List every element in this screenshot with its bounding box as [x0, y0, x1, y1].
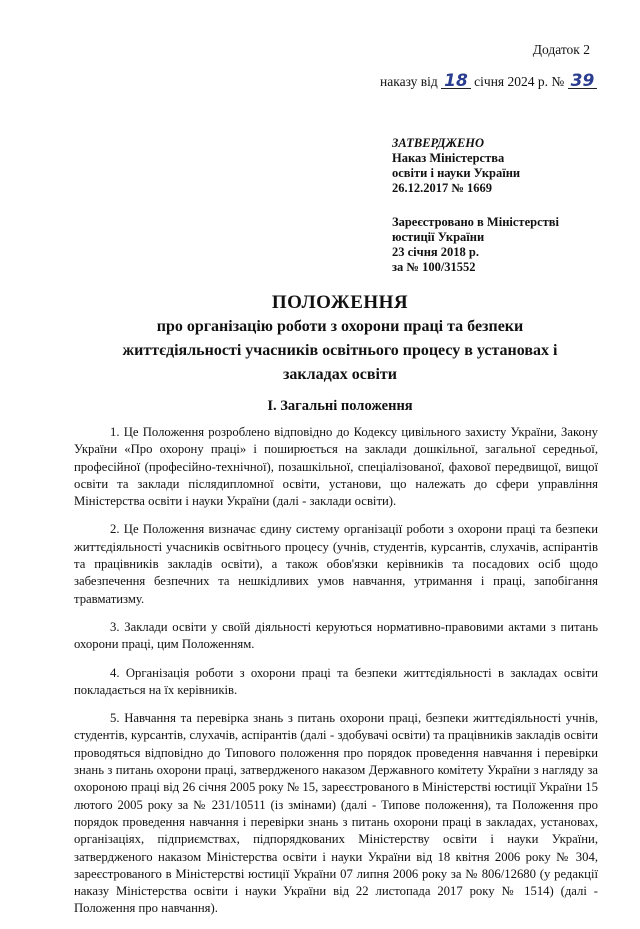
title-main: ПОЛОЖЕННЯ	[271, 292, 409, 313]
paragraph: 5. Навчання та перевірка знань з питань охорони праці, безпеки життєдіяльності учнів, студентів, курсантів, слухачів, аспірантів (далі - здобувачі освіти) та працівників закладів освіти проводяться відповідно до Типового положення про порядок проведення навчання і перевірки знань з питань охорони праці, затвердженого наказом Державного комітету України з нагляду за охороною праці від 26 січня 2005 року № 15, зареєстрованого в Міністерстві юстиції України 15 лютого 2005 року за № 231/10511 (із змінами) (далі - Типове положення), та Положення про порядок проведення навчання і перевірки знань з питань охорони праці в закладах, установах, організаціях, підприємствах, підпорядкованих Міністерству освіти і науки України, затвердженого наказом Міністерства освіти і науки України від 18 квітня 2006 року № 304, зареєстрованого в Міністерстві юстиції України 07 липня 2006 року за № 806/12680 (у редакції наказу Міністерства освіти і науки України від 22 листопада 2017 року № 1514) (далі - Положення про навчання).	[74, 711, 598, 916]
paragraph: 3. Заклади освіти у своїй діяльності керуються нормативно-правовими актами з питань охорони праці, цим Положенням.	[74, 619, 598, 652]
paragraph: 4. Організація роботи з охорони праці та безпеки життєдіяльності в закладах освіти покладається на їх керівників.	[74, 665, 598, 697]
registered-block	[392, 215, 559, 275]
paragraph: 1. Це Положення розроблено відповідно до Кодексу цивільного захисту України, Закону України «Про охорону праці» і поширюється на заклади дошкільної, загальної середньої, професійної (професійно-технічної), позашкільної, спеціалізованої, фахової передвищої, вищої освіти та заклади післядипломної освіти, установи, що належать до сфери управління Міністерства освіти і науки України (далі - заклади освіти).	[74, 425, 598, 509]
approved-block	[392, 136, 559, 196]
section-heading: I. Загальні положення	[267, 398, 413, 414]
annex-label: Додаток 2	[532, 42, 590, 57]
approved-line: Наказ Міністерства	[392, 151, 505, 165]
document-body	[74, 424, 598, 929]
approval-stamp	[392, 136, 559, 275]
paragraph: 2. Це Положення визначає єдину систему організації роботи з охорони праці та безпеки життєдіяльності учасників освітнього процесу (учнів, студентів, курсантів, слухачів, аспірантів та працівників закладів освіти), а також обов'язки керівників та посадових осіб щодо забезпечення безпечних та нешкідливих умов навчання, утримання і праці, запобігання травматизму.	[74, 522, 598, 606]
registered-line: юстиції України	[392, 230, 485, 244]
approved-heading: ЗАТВЕРДЖЕНО	[392, 136, 485, 150]
registered-line: за № 100/31552	[392, 260, 476, 274]
order-prefix: наказу від	[380, 74, 438, 89]
registered-line: Зареєстровано в Міністерстві	[392, 215, 559, 229]
document-title	[70, 292, 610, 386]
title-subtitle-line: закладах освіти	[283, 366, 397, 383]
order-reference	[380, 71, 597, 91]
title-subtitle-line: життєдіяльності учасників освітнього процесу в установах і	[122, 342, 558, 359]
approved-line: 26.12.2017 № 1669	[392, 181, 493, 195]
order-month-year: січня 2024 р. №	[474, 74, 565, 89]
order-number-handwritten: 39	[568, 74, 598, 89]
approved-line: освіти і науки України	[392, 166, 521, 180]
title-subtitle-line: про організацію роботи з охорони праці та безпеки	[156, 318, 524, 335]
order-day-handwritten: 18	[441, 74, 471, 89]
registered-line: 23 січня 2018 р.	[392, 245, 479, 259]
